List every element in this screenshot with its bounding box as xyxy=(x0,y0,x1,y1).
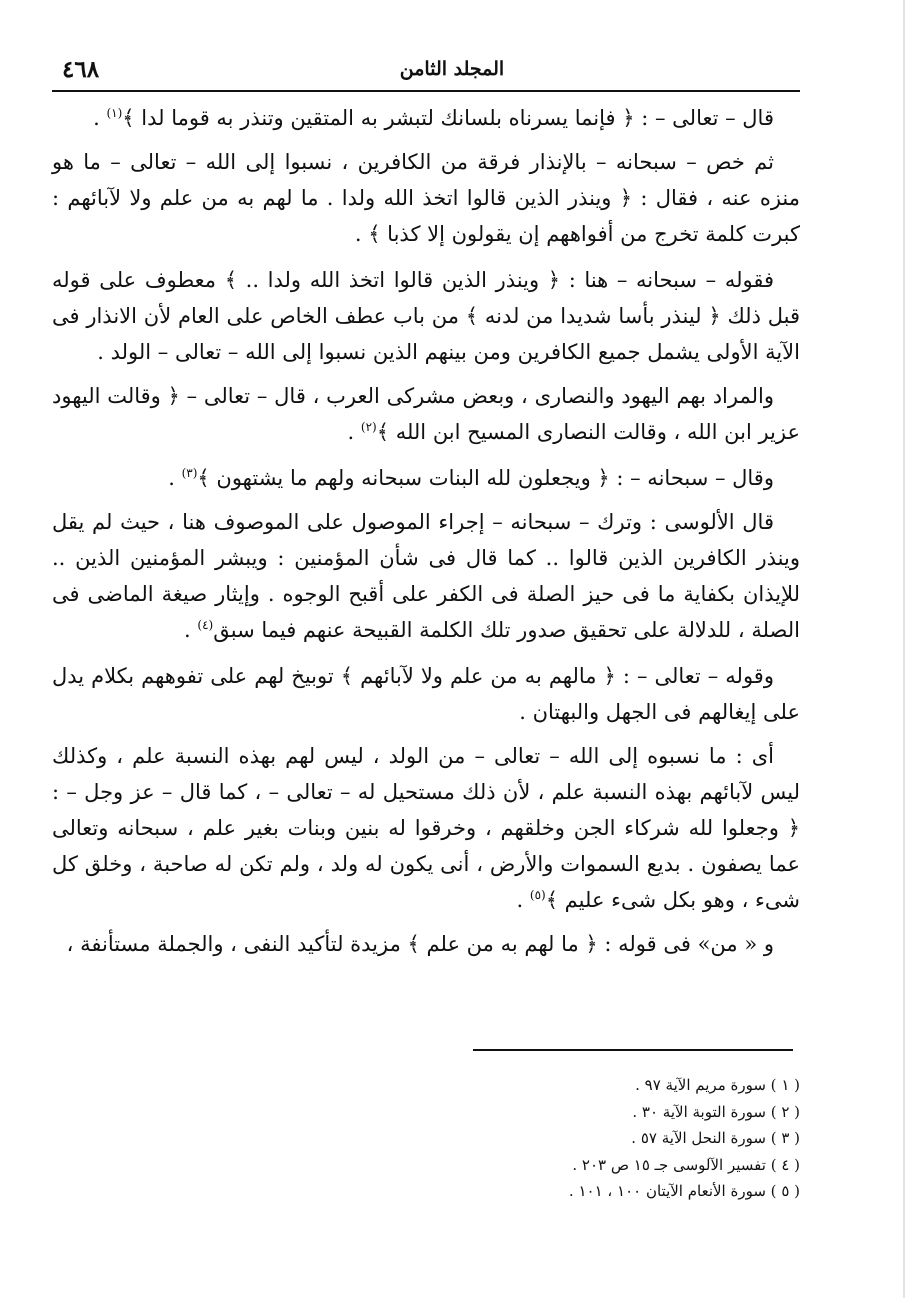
footnote: ( ٥ ) سورة الأنعام الآيتان ١٠٠ ، ١٠١ . xyxy=(568,1182,800,1200)
paragraph: قال – تعالى – : ﴿ فإنما يسرناه بلسانك لتبشر به المتقين وتنذر به قوما لدا ﴾$^{(١)}$ . xyxy=(93,106,774,130)
footnote-ref: (١) xyxy=(106,106,123,120)
footnote: ( ٢ ) سورة التوبة الآية ٣٠ . xyxy=(632,1102,800,1121)
footnotes xyxy=(420,1072,800,1205)
page-number: ٤٦٨ xyxy=(62,56,100,83)
footnote: ( ٤ ) تفسير الآلوسى جـ ١٥ ص ٢٠٣ . xyxy=(572,1155,800,1174)
paragraph: و « من» فى قوله : ﴿ ما لهم به من علم ﴾ مزيدة لتأكيد النفى ، والجملة مستأنفة ، xyxy=(66,932,774,956)
paragraph: قال الألوسى : وترك – سبحانه – إجراء الموصول على الموصوف هنا ، حيث لم يقل وينذر الكافرين الذين قالوا .. كما قال فى شأن المؤمنين : ويبشر المؤمنين الذين .. للإيذان بكفاية ما فى حيز الصلة فى الكفر على أقبح الوجوه . وإيثار صيغة الماضى فى الصلة ، للدلالة على تحقيق صدور تلك الكلمة القبيحة عنهم فيما سبق$^{(٤)}$ . xyxy=(52,510,800,642)
footnote: ( ١ ) سورة مريم الآية ٩٧ . xyxy=(635,1076,800,1094)
paragraph: وقوله – تعالى – : ﴿ مالهم به من علم ولا لآبائهم ﴾ توبيخ لهم على تفوههم بكلام يدل على إيغالهم فى الجهل والبهتان . xyxy=(52,664,800,724)
paragraph: ثم خص – سبحانه – بالإنذار فرقة من الكافرين ، نسبوا إلى الله – تعالى – ما هو منزه عنه ، فقال : ﴿ وينذر الذين قالوا اتخذ الله ولدا . ما لهم به من علم ولا لآبائهم : كبرت كلمة تخرج من أفواههم إن يقولون إلا كذبا ﴾ . xyxy=(52,150,800,246)
paragraph: وقال – سبحانه – : ﴿ ويجعلون لله البنات سبحانه ولهم ما يشتهون ﴾$^{(٣)}$ . xyxy=(168,466,774,490)
running-title: المجلد الثامن xyxy=(399,58,505,80)
footnote-ref: (٣) xyxy=(181,466,198,480)
paragraph: أى : ما نسبوه إلى الله – تعالى – من الولد ، ليس لهم بهذه النسبة علم ، وكذلك ليس لآبائهم بهذه النسبة علم ، لأن ذلك مستحيل له – تعالى – ، كما قال – عز وجل – : ﴿ وجعلوا لله شركاء الجن وخلقهم ، وخرقوا له بنين وبنات بغير علم ، سبحانه وتعالى عما يصفون . بديع السموات والأرض ، أنى يكون له ولد ، ولم تكن له صاحبة ، وخلق كل شىء ، وهو بكل شىء عليم ﴾$^{(٥)}$ . xyxy=(52,744,800,912)
paragraph: فقوله – سبحانه – هنا : ﴿ وينذر الذين قالوا اتخذ الله ولدا .. ﴾ معطوف على قوله قبل ذلك ﴿ لينذر بأسا شديدا من لدنه ﴾ من باب عطف الخاص على العام لأن الانذار فى الآية الأولى يشمل جميع الكافرين ومن بينهم الذين نسبوا إلى الله – تعالى – الولد . xyxy=(52,268,800,364)
paragraph: والمراد بهم اليهود والنصارى ، وبعض مشركى العرب ، قال – تعالى – ﴿ وقالت اليهود عزير ابن الله ، وقالت النصارى المسيح ابن الله ﴾$^{(٢)}$ . xyxy=(52,384,800,444)
footnote-ref: (٤) xyxy=(197,618,214,632)
footnote-ref: (٢) xyxy=(360,420,377,434)
footnote-ref: (٥) xyxy=(529,888,546,902)
footnote: ( ٣ ) سورة النحل الآية ٥٧ . xyxy=(631,1129,800,1147)
scan-edge xyxy=(903,0,905,1298)
page-header xyxy=(52,52,800,92)
footnote-divider xyxy=(473,1049,793,1051)
main-text xyxy=(52,100,800,970)
